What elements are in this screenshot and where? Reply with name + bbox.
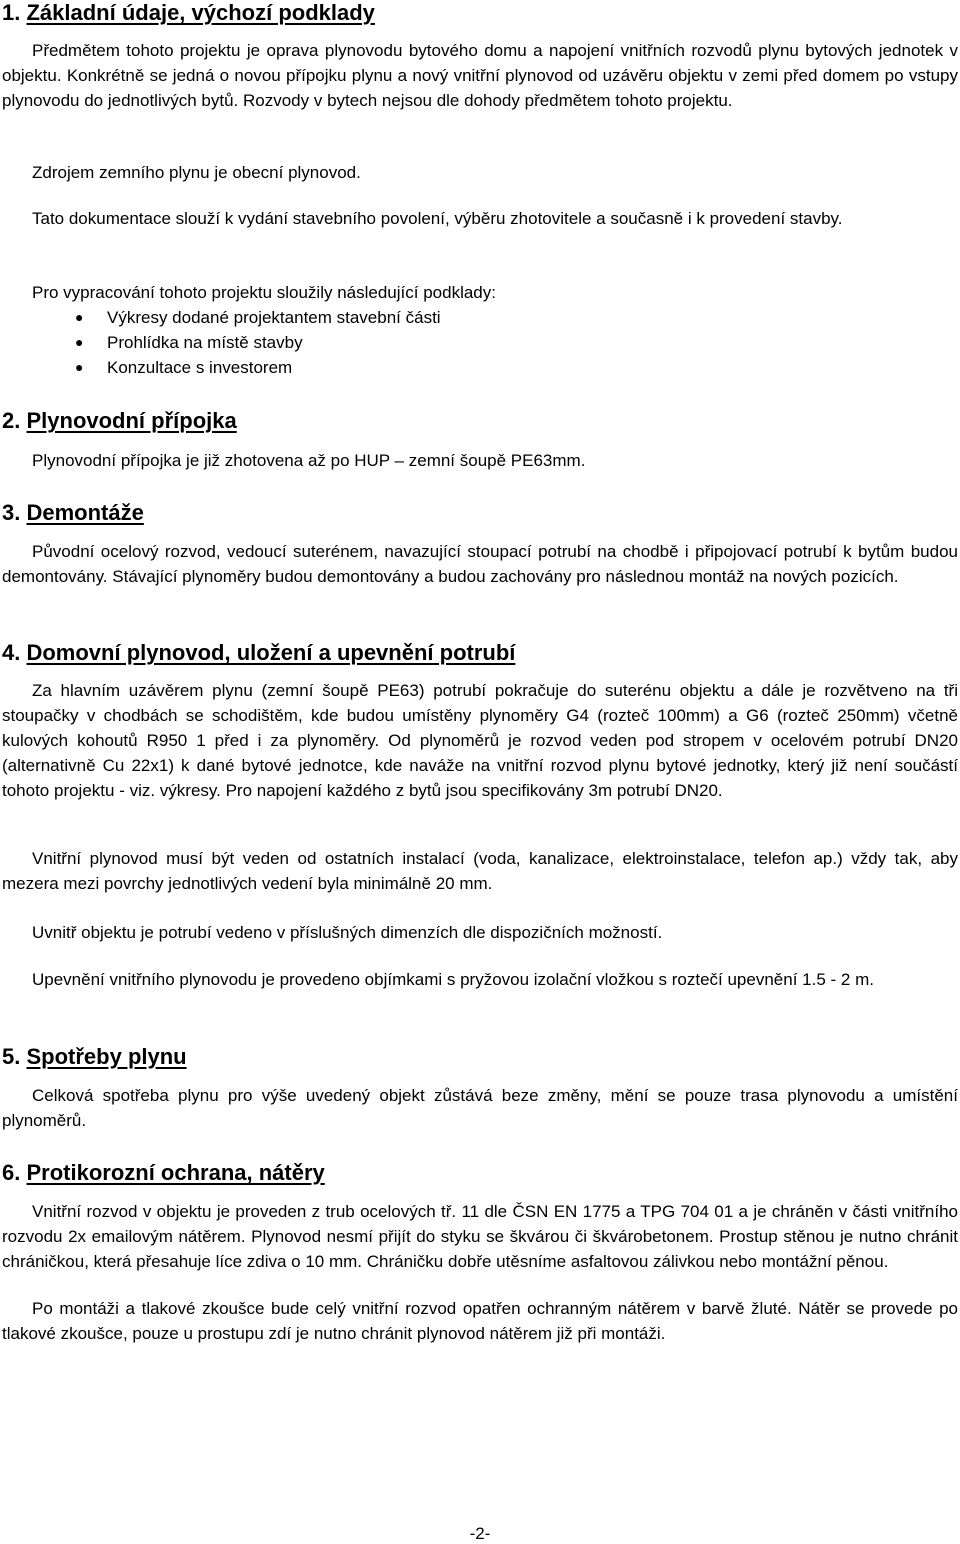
- section-1-paragraph-3: Tato dokumentace slouží k vydání stavebního povolení, výběru zhotovitele a současně i k provedení stavby.: [32, 209, 843, 228]
- section-1-paragraph-4: Pro vypracování tohoto projektu sloužily následující podklady:: [32, 283, 496, 302]
- section-5-number: 5.: [2, 1044, 21, 1069]
- list-item-text: Prohlídka na místě stavby: [107, 333, 303, 352]
- sources-list: [2, 305, 441, 380]
- section-5-paragraph-1: Celková spotřeba plynu pro výše uvedený objekt zůstává beze změny, mění se pouze trasa plynovodu a umístění plynoměrů.: [2, 1086, 958, 1130]
- list-item-text: Výkresy dodané projektantem stavební části: [107, 308, 441, 327]
- list-item: [2, 330, 441, 355]
- section-6-heading: [2, 1160, 958, 1186]
- bullet-icon: ●: [75, 309, 84, 325]
- list-item: [2, 305, 441, 330]
- section-6-paragraph-2: Po montáži a tlakové zkoušce bude celý vnitřní rozvod opatřen ochranným nátěrem v barvě žluté. Nátěr se provede po tlakové zkoušce, pouze u prostupu zdí je nutno chránit plynovod nátěrem již při montáži.: [2, 1299, 958, 1343]
- section-4-paragraph-4: Upevnění vnitřního plynovodu je provedeno objímkami s pryžovou izolační vložkou s roztečí upevnění 1.5 - 2 m.: [32, 970, 874, 989]
- section-4-title: Domovní plynovod, uložení a upevnění potrubí: [26, 640, 516, 665]
- section-5-title: Spotřeby plynu: [26, 1044, 187, 1069]
- list-item-text: Konzultace s investorem: [107, 358, 293, 377]
- bullet-icon: ●: [75, 359, 84, 375]
- page-number: -2-: [469, 1524, 491, 1543]
- section-4-number: 4.: [2, 640, 21, 665]
- section-1-heading: [2, 0, 958, 26]
- section-3-title: Demontáže: [26, 500, 144, 525]
- section-4-paragraph-3: Uvnitř objektu je potrubí vedeno v příslušných dimenzích dle dispozičních možností.: [32, 923, 663, 942]
- section-2-heading: [2, 408, 958, 434]
- section-2-number: 2.: [2, 408, 21, 433]
- section-4-paragraph-1: Za hlavním uzávěrem plynu (zemní šoupě PE63) potrubí pokračuje do suterénu objektu a dále je rozvětveno na tři stoupačky v chodbách se schodištěm, kde budou umístěny plynoměry G4 (rozteč 100mm) a G6 (rozteč 250mm) včetně kulových kohoutů R950 1 před i za plynoměry. Od plynoměrů je rozvod veden pod stropem v ocelovém potrubí DN20 (alternativně Cu 22x1) k dané bytové jednotce, kde naváže na vnitřní rozvod plynu bytové jednotky, který již není součástí tohoto projektu - viz. výkresy. Pro napojení každého z bytů jsou specifikovány 3m potrubí DN20.: [2, 681, 958, 800]
- section-6-number: 6.: [2, 1160, 21, 1185]
- list-item: [2, 355, 441, 380]
- section-5-heading: [2, 1044, 958, 1070]
- section-2-title: Plynovodní přípojka: [26, 408, 237, 433]
- section-6-paragraph-1: Vnitřní rozvod v objektu je proveden z trub ocelových tř. 11 dle ČSN EN 1775 a TPG 704 01 a je chráněn v části vnitřního rozvodu 2x emailovým nátěrem. Plynovod nesmí přijít do styku se škvárou či škvárobetonem. Prostup stěnou je nutno chránit chráničkou, která přesahuje líce zdiva o 10 mm. Chráničku dobře utěsníme asfaltovou zálivkou nebo montážní pěnou.: [2, 1202, 958, 1271]
- section-6-title: Protikorozní ochrana, nátěry: [26, 1160, 325, 1185]
- section-3-heading: [2, 500, 958, 526]
- section-4-paragraph-2: Vnitřní plynovod musí být veden od ostatních instalací (voda, kanalizace, elektroinstalace, telefon ap.) vždy tak, aby mezera mezi povrchy jednotlivých vedení byla minimálně 20 mm.: [2, 849, 958, 893]
- section-4-heading: [2, 640, 958, 666]
- section-3-paragraph-1: Původní ocelový rozvod, vedoucí suterénem, navazující stoupací potrubí na chodbě i připojovací potrubí k bytům budou demontovány. Stávající plynoměry budou demontovány a budou zachovány pro následnou montáž na nových pozicích.: [2, 542, 958, 586]
- section-1-title: Základní údaje, výchozí podklady: [26, 0, 375, 25]
- section-1-paragraph-2: Zdrojem zemního plynu je obecní plynovod.: [32, 163, 361, 182]
- section-1-paragraph-1: Předmětem tohoto projektu je oprava plynovodu bytového domu a napojení vnitřních rozvodů plynu bytových jednotek v objektu. Konkrétně se jedná o novou přípojku plynu a nový vnitřní plynovod od uzávěru objektu v zemi před domem po vstupy plynovodu do jednotlivých bytů. Rozvody v bytech nejsou dle dohody předmětem tohoto projektu.: [2, 41, 958, 110]
- section-1-number: 1.: [2, 0, 21, 25]
- bullet-icon: ●: [75, 334, 84, 350]
- section-2-paragraph-1: Plynovodní přípojka je již zhotovena až po HUP – zemní šoupě PE63mm.: [32, 451, 586, 470]
- section-3-number: 3.: [2, 500, 21, 525]
